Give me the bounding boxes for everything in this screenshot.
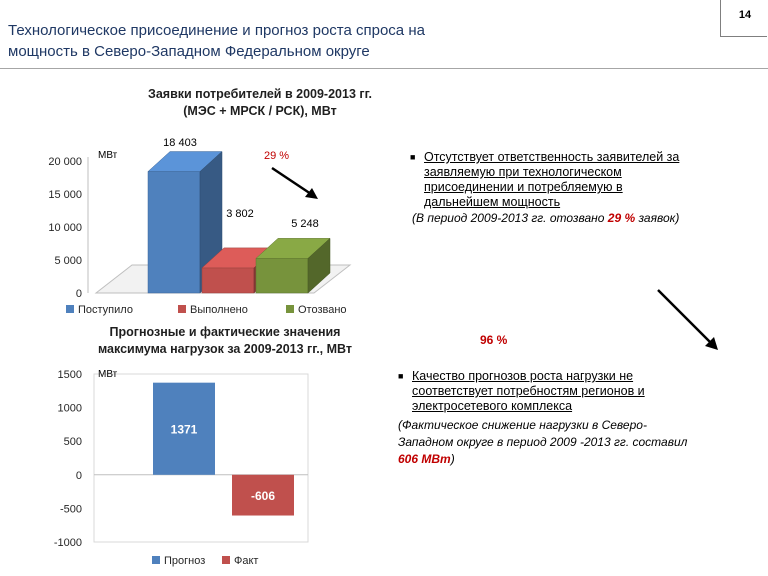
bullet2-line2: соответствует потребностям регионов и: [412, 384, 645, 398]
chart1-legend: [66, 304, 347, 316]
bullet1-note: [410, 211, 750, 226]
chart1-bar-front: [148, 172, 200, 293]
arrow-96-line: [658, 290, 712, 344]
chart2-y-tick: 1000: [57, 402, 82, 415]
chart1-legend-label: Выполнено: [190, 304, 248, 316]
chart1-arrow-head: [305, 188, 318, 199]
chart2-value-label: -606: [250, 489, 276, 504]
bullet1-note-before: (В период 2009-2013 гг. отозвано: [412, 211, 608, 225]
chart1-value-label: 18 403: [163, 137, 197, 149]
chart1-bar-front: [256, 258, 308, 293]
chart1-legend-swatch: [66, 305, 74, 313]
chart1-legend-label: Поступило: [78, 304, 133, 316]
bullet2-note: [398, 417, 758, 468]
chart1-y-tick: 15 000: [48, 189, 82, 201]
bullet2-note-highlight: 606 МВт: [398, 452, 451, 466]
chart2-legend: [152, 555, 258, 567]
chart2-y-unit: МВт: [98, 369, 118, 380]
bullet2-text: [398, 369, 758, 414]
slide-title-line1: Технологическое присоединение и прогноз роста спроса на: [8, 22, 425, 39]
chart1-arrow-line: [272, 168, 314, 196]
chart2-title: [40, 324, 410, 358]
bullet2-note-after: ): [450, 452, 455, 466]
bullet1-note-after: заявок): [635, 211, 680, 225]
chart1-requests: [0, 128, 400, 320]
chart1-bar-front: [202, 268, 254, 293]
percent-96: 96 %: [480, 333, 508, 347]
bullet1-line1: Отсутствует ответственность заявителей за: [424, 150, 680, 164]
chart2-y-tick: 500: [63, 436, 82, 449]
chart2-title-line1: Прогнозные и фактические значения: [109, 325, 341, 339]
chart1-y-axis: [48, 156, 88, 300]
chart1-y-tick: 5 000: [54, 255, 82, 267]
page-number: 14: [738, 9, 752, 21]
chart1-y-unit: МВт: [98, 150, 118, 161]
bullet1: [410, 150, 750, 226]
chart1-y-tick: 0: [75, 288, 82, 300]
chart1-title-line2: (МЭС + МРСК / РСК), МВт: [183, 104, 337, 118]
bullet2: [398, 369, 758, 468]
chart2-y-tick: -1000: [53, 537, 82, 549]
chart2-y-tick: -500: [59, 503, 82, 516]
chart2-legend-label: Факт: [234, 555, 259, 567]
chart2-title-line2: максимума нагрузок за 2009-2013 гг., МВт: [97, 342, 353, 356]
chart1-annotation: 29 %: [264, 150, 290, 162]
bullet2-note-line1: (Фактическое снижение нагрузки в Северо-: [398, 418, 647, 432]
chart1-legend-swatch: [178, 305, 186, 313]
chart2-value-label: 1371: [170, 422, 198, 437]
chart1-y-tick: 10 000: [48, 222, 82, 234]
bullet2-note-line2: Западном округе в период 2009 -2013 гг. составил: [398, 435, 688, 449]
bullet2-line1: Качество прогнозов роста нагрузки не: [412, 369, 634, 383]
chart1-value-label: 3 802: [226, 208, 254, 220]
chart2-legend-swatch: [152, 556, 160, 564]
chart1-title-line1: Заявки потребителей в 2009-2013 гг.: [148, 87, 372, 101]
title-divider: [0, 68, 768, 69]
bullet2-marker: ■: [398, 371, 404, 381]
chart1-legend-label: Отозвано: [298, 304, 347, 316]
chart1-value-label: 5 248: [291, 218, 319, 230]
chart2-legend-label: Прогноз: [164, 555, 206, 567]
chart1-y-tick: 20 000: [48, 156, 82, 168]
chart2-y-tick: 1500: [57, 369, 82, 381]
bullet1-line2: заявляемую при технологическом: [424, 165, 622, 179]
slide-title: [8, 20, 528, 62]
chart1-title: [70, 86, 450, 120]
bullet1-marker: ■: [410, 152, 416, 162]
bullet1-note-highlight: 29 %: [607, 211, 636, 225]
arrow-96: [650, 282, 730, 362]
bullet1-text: [410, 150, 750, 210]
chart2-y-tick: 0: [75, 469, 82, 482]
bullet1-line4: дальнейшем мощность: [424, 195, 561, 209]
bullet1-line3: присоединении и потребляемую в: [424, 180, 623, 194]
slide-title-line2: мощность в Северо-Западном Федеральном округе: [8, 43, 370, 60]
chart2-load: [0, 362, 320, 574]
chart1-legend-swatch: [286, 305, 294, 313]
bullet2-line3: электросетевого комплекса: [412, 399, 573, 413]
chart2-legend-swatch: [222, 556, 230, 564]
